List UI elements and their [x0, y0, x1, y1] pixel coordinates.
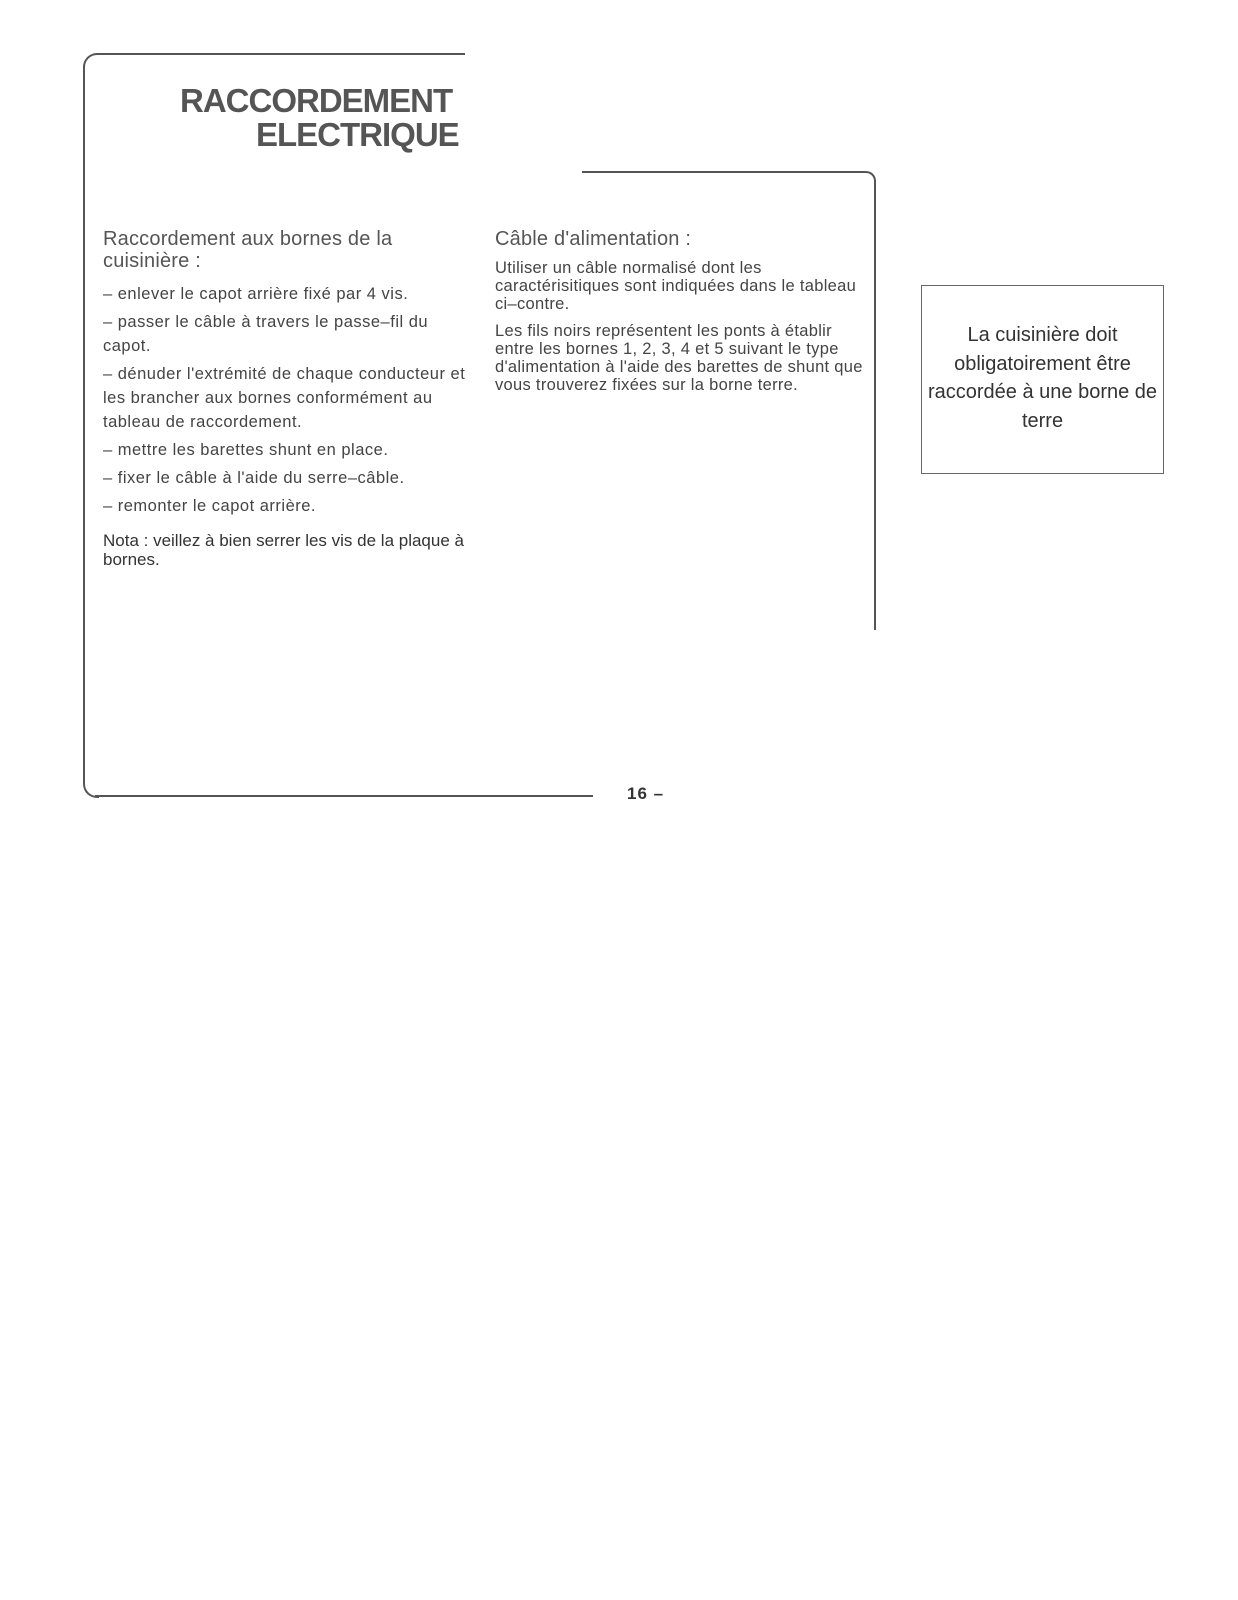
step-item: – fixer le câble à l'aide du serre–câble. — [103, 469, 405, 487]
step-item: – enlever le capot arrière fixé par 4 vis. — [103, 285, 409, 303]
title-line-1: RACCORDEMENT — [180, 82, 453, 119]
frame-bottom-border — [95, 795, 593, 797]
step-item: – remonter le capot arrière. — [103, 497, 317, 515]
steps-list — [103, 282, 475, 518]
power-cable-heading: Câble d'alimentation : — [495, 228, 692, 250]
grounding-notice-box — [921, 285, 1164, 474]
terminal-connection-section — [103, 228, 475, 586]
page-title — [180, 84, 460, 152]
power-cable-paragraph-1: Utiliser un câble normalisé dont les caractérisitiques sont indiquées dans le tableau ci–contre. — [495, 259, 857, 313]
frame-left-border — [83, 66, 85, 784]
page-number: 16 – — [627, 784, 665, 803]
step-item: – passer le câble à travers le passe–fil du capot. — [103, 313, 429, 355]
nota-note: Nota : veillez à bien serrer les vis de la plaque à bornes. — [103, 531, 464, 569]
step-item: – mettre les barettes shunt en place. — [103, 441, 389, 459]
power-cable-section — [495, 228, 863, 403]
grounding-notice-text: La cuisinière doit obligatoirement être raccordée à une borne de terre — [927, 324, 1158, 432]
terminal-connection-heading: Raccordement aux bornes de la cuisinière : — [103, 228, 393, 272]
step-item: – dénuder l'extrémité de chaque conducteur et les brancher aux bornes conformément au tableau de raccordement. — [103, 365, 466, 431]
frame-top-left-corner — [83, 53, 465, 69]
power-cable-paragraph-2: Les fils noirs représentent les ponts à établir entre les bornes 1, 2, 3, 4 et 5 suivant le type d'alimentation à l'aide des barettes de shunt que vous trouverez fixées sur la borne terre. — [495, 322, 863, 394]
title-line-2: ELECTRIQUE — [256, 116, 459, 153]
